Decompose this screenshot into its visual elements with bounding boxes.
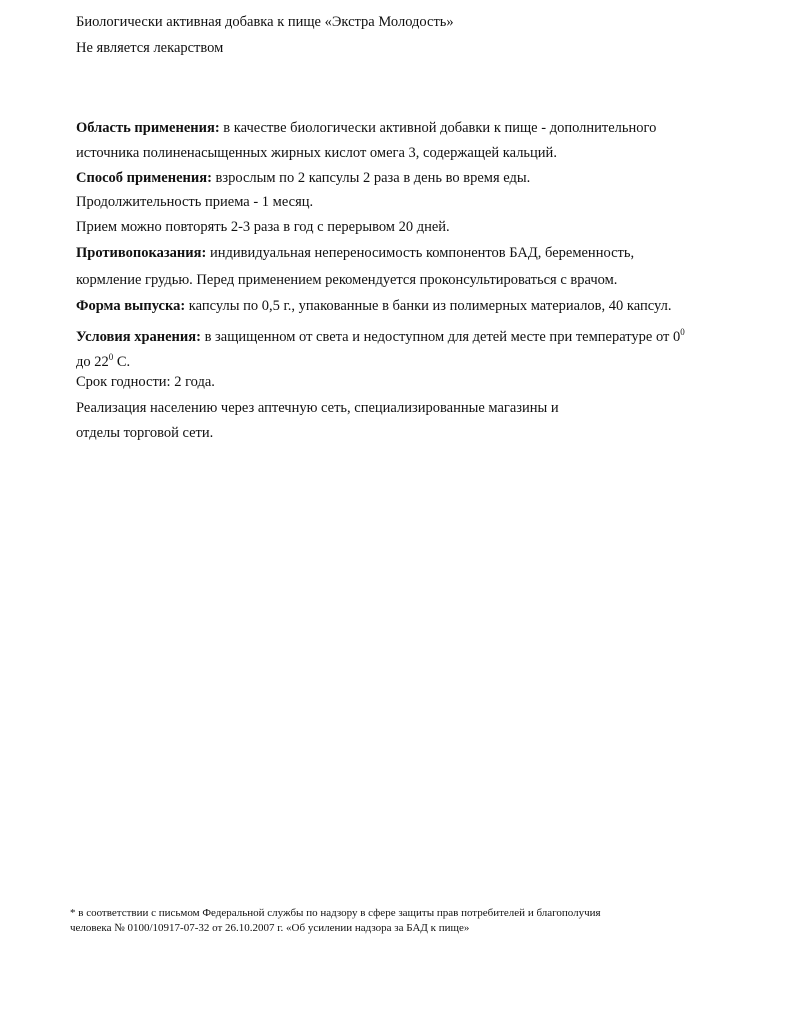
- form-text: капсулы по 0,5 г., упакованные в банки из полимерных материалов, 40 капсул.: [185, 298, 672, 314]
- storage-continued: [76, 348, 130, 371]
- usage: [76, 169, 530, 187]
- storage: [76, 323, 685, 346]
- degree-sup: 0: [108, 352, 114, 362]
- footnote-line-2: человека № 0100/10917-07-32 от 26.10.2007 г. «Об усилении надзора за БАД к пище»: [70, 922, 470, 934]
- sale-info-continued: отделы торговой сети.: [76, 425, 214, 441]
- form-label: Форма выпуска:: [76, 298, 186, 314]
- sale-info: Реализация населению через аптечную сеть, специализированные магазины и: [76, 400, 559, 416]
- usage-text: взрослым по 2 капсулы 2 раза в день во время еды.: [211, 170, 531, 186]
- duration: Продолжительность приема - 1 месяц.: [76, 194, 314, 210]
- area-of-use-continued: источника полиненасыщенных жирных кислот омега 3, содержащей кальций.: [76, 145, 557, 161]
- storage-text: в защищенном от света и недоступном для детей месте при температуре от 0: [200, 329, 681, 345]
- usage-label: Способ применения:: [76, 170, 212, 186]
- degree-sup: 0: [680, 327, 685, 337]
- repeat-note: Прием можно повторять 2-3 раза в год с перерывом 20 дней.: [76, 219, 450, 235]
- area-text: в качестве биологически активной добавки к пище - дополнительного: [219, 120, 657, 136]
- contraindications-continued: кормление грудью. Перед применением рекомендуется проконсультироваться с врачом.: [76, 272, 618, 288]
- area-of-use: [76, 119, 656, 137]
- contra-text: индивидуальная непереносимость компонентов БАД, беременность,: [206, 245, 635, 261]
- storage-temp: до 22: [76, 354, 109, 370]
- area-label: Область применения:: [76, 120, 220, 136]
- release-form: [76, 297, 671, 315]
- storage-unit: С.: [113, 354, 131, 370]
- document-title: Биологически активная добавка к пище «Экстра Молодость»: [76, 14, 454, 30]
- not-medicine-note: Не является лекарством: [76, 40, 224, 56]
- shelf-life: Срок годности: 2 года.: [76, 374, 215, 390]
- contraindications: [76, 244, 634, 262]
- contra-label: Противопоказания:: [76, 245, 207, 261]
- storage-label: Условия хранения:: [76, 329, 201, 345]
- footnote-line-1: * в соответствии с письмом Федеральной службы по надзору в сфере защиты прав потребителей и благополучия: [70, 907, 601, 919]
